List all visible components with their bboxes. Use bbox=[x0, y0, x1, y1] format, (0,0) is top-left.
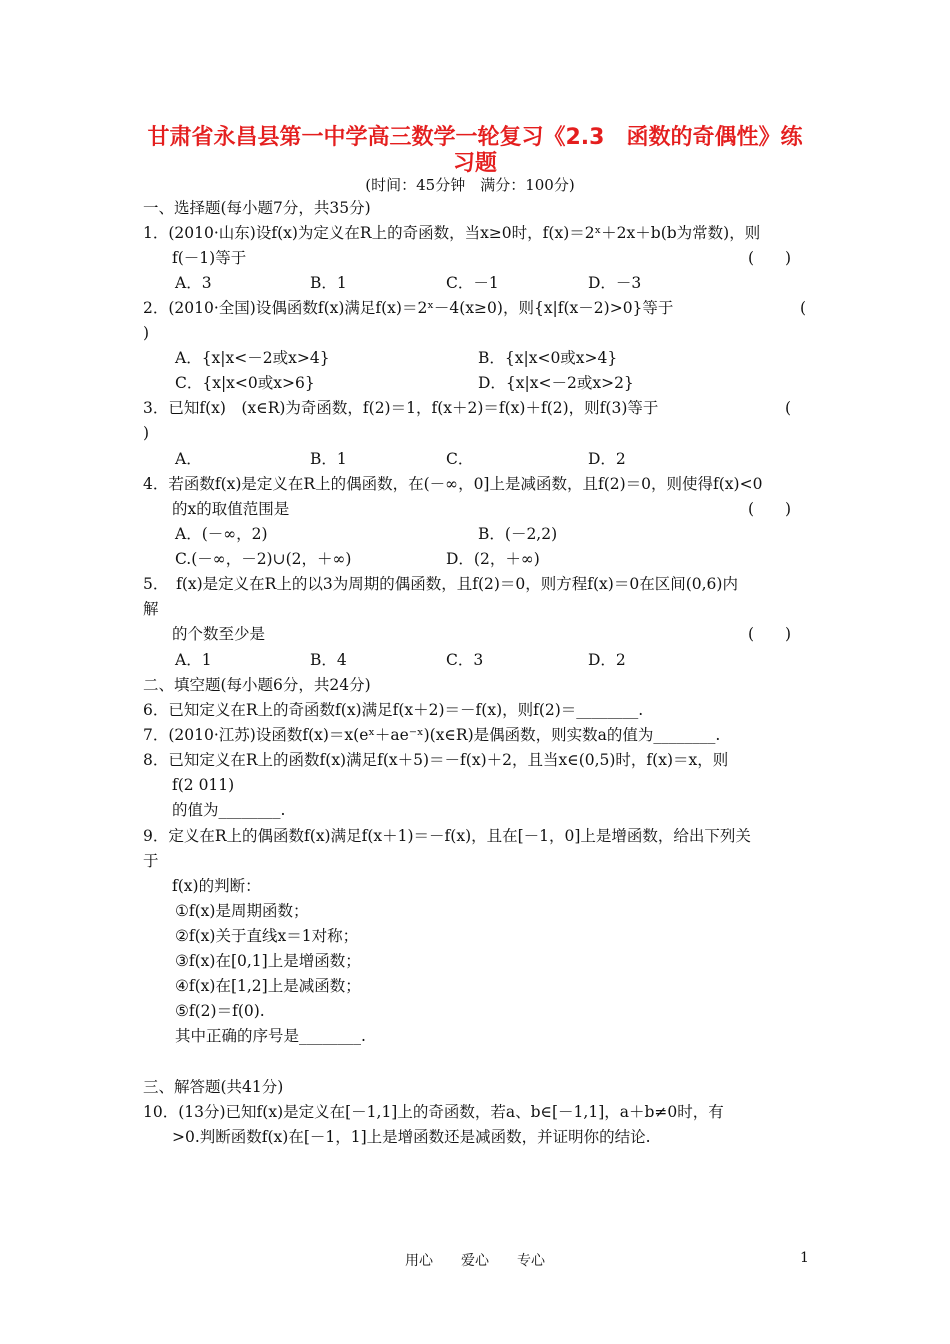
option-a: A． bbox=[175, 450, 202, 468]
answer-bracket-close: ) bbox=[143, 424, 150, 442]
question-9-continued: f(x)的判断： bbox=[172, 877, 261, 895]
page-number: 1 bbox=[800, 1250, 809, 1266]
judgment-item: ④f(x)在[1,2]上是减函数； bbox=[175, 977, 361, 995]
question-6: 6．已知定义在R上的奇函数f(x)满足f(x＋2)＝－f(x)，则f(2)＝________. bbox=[143, 701, 644, 719]
option-d: D．2 bbox=[588, 651, 626, 669]
question-7: 7．(2010·江苏)设函数f(x)＝x(eˣ＋ae⁻ˣ)(x∈R)是偶函数，则实数a的值为________. bbox=[143, 726, 721, 744]
option-a: A．{x|x<－2或x>4} bbox=[175, 349, 330, 367]
option-b: B．1 bbox=[310, 274, 347, 292]
question-4: 4．若函数f(x)是定义在R上的偶函数，在(－∞，0]上是减函数，且f(2)＝0，则使得f(x)<0 bbox=[143, 475, 763, 493]
question-9: 9．定义在R上的偶函数f(x)满足f(x＋1)＝－f(x)，且在[－1，0]上是增函数，给出下列关 bbox=[143, 827, 751, 845]
page-footer bbox=[0, 1250, 950, 1270]
section-heading-choice: 一、选择题(每小题7分，共35分) bbox=[143, 199, 371, 217]
option-d: D．{x|x<－2或x>2} bbox=[478, 374, 634, 392]
option-b: B．4 bbox=[310, 651, 347, 669]
option-a: A．(－∞，2) bbox=[175, 525, 268, 543]
question-5-continued: 的个数至少是 bbox=[172, 625, 266, 643]
document-title-continued: 习题 bbox=[452, 151, 497, 176]
judgment-item: ①f(x)是周期函数； bbox=[175, 902, 309, 920]
option-c: C.(－∞，－2)∪(2，＋∞) bbox=[175, 550, 352, 568]
document-title: 甘肃省永昌县第一中学高三数学一轮复习《2.3 函数的奇偶性》练 bbox=[147, 125, 803, 150]
question-10: 10．(13分)已知f(x)是定义在[－1,1]上的奇函数，若a、b∈[－1,1]，a＋b≠0时，有 bbox=[143, 1103, 724, 1121]
answer-bracket: ( ) bbox=[748, 500, 792, 518]
question-5-continued: 解 bbox=[143, 600, 159, 618]
section-heading-solve: 三、解答题(共41分) bbox=[143, 1078, 284, 1096]
answer-bracket: ( ) bbox=[748, 625, 792, 643]
option-c: C． bbox=[446, 450, 474, 468]
section-heading-fill: 二、填空题(每小题6分，共24分) bbox=[143, 676, 371, 694]
question-9-tail: 其中正确的序号是________. bbox=[175, 1027, 366, 1045]
option-b: B．(－2,2) bbox=[478, 525, 558, 543]
answer-bracket-open: ( bbox=[785, 399, 792, 417]
option-a: A．1 bbox=[175, 651, 212, 669]
option-c: C．－1 bbox=[446, 274, 499, 292]
question-4-continued: 的x的取值范围是 bbox=[172, 500, 290, 518]
document-subtitle: (时间：45分钟 满分：100分) bbox=[365, 176, 575, 194]
judgment-item: ③f(x)在[0,1]上是增函数； bbox=[175, 952, 361, 970]
option-c: C．{x|x<0或x>6} bbox=[175, 374, 315, 392]
question-5: 5． f(x)是定义在R上的以3为周期的偶函数，且f(2)＝0，则方程f(x)＝0在区间(0,6)内 bbox=[143, 575, 738, 593]
question-1: 1．(2010·山东)设f(x)为定义在R上的奇函数，当x≥0时，f(x)＝2ˣ＋2x＋b(b为常数)，则 bbox=[143, 224, 761, 242]
judgment-item: ②f(x)关于直线x＝1对称； bbox=[175, 927, 359, 945]
answer-bracket-open: ( bbox=[800, 299, 807, 317]
question-9-continued: 于 bbox=[143, 852, 159, 870]
judgment-item: ⑤f(2)＝f(0). bbox=[175, 1002, 265, 1020]
option-d: D．(2，＋∞) bbox=[446, 550, 540, 568]
footer-text: 用心 爱心 专心 bbox=[405, 1253, 545, 1269]
question-3: 3．已知f(x) (x∈R)为奇函数，f(2)＝1，f(x＋2)＝f(x)＋f(2)，则f(3)等于 bbox=[143, 399, 659, 417]
question-8-continued: 的值为________. bbox=[172, 801, 286, 819]
answer-bracket: ( ) bbox=[748, 249, 792, 267]
option-d: D．－3 bbox=[588, 274, 642, 292]
option-b: B．1 bbox=[310, 450, 347, 468]
question-10-continued: >0.判断函数f(x)在[－1，1]上是增函数还是减函数，并证明你的结论. bbox=[172, 1128, 651, 1146]
question-1-continued: f(－1)等于 bbox=[172, 249, 247, 267]
option-c: C．3 bbox=[446, 651, 484, 669]
option-a: A．3 bbox=[175, 274, 212, 292]
option-d: D．2 bbox=[588, 450, 626, 468]
question-8-continued: f(2 011) bbox=[172, 776, 235, 794]
answer-bracket-close: ) bbox=[143, 324, 150, 342]
question-8: 8．已知定义在R上的函数f(x)满足f(x＋5)＝－f(x)＋2，且当x∈(0,5)时，f(x)＝x，则 bbox=[143, 751, 729, 769]
question-2: 2．(2010·全国)设偶函数f(x)满足f(x)＝2ˣ－4(x≥0)，则{x|f(x－2)>0}等于 bbox=[143, 299, 674, 317]
option-b: B．{x|x<0或x>4} bbox=[478, 349, 618, 367]
